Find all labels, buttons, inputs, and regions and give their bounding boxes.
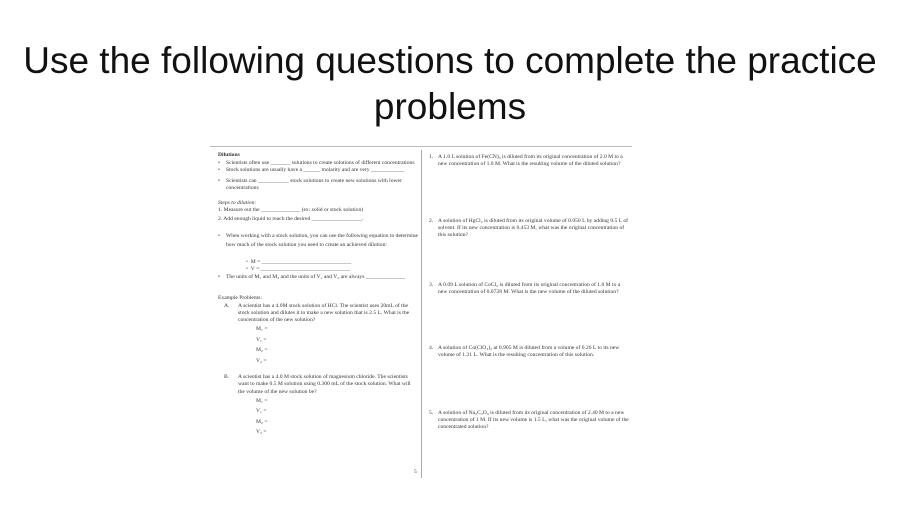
top-rule	[210, 146, 632, 147]
question-1: 1. A 1.0 L solution of Fe(CN)₃ is diluted from its original concentration of 2.0 M to a new concentration of 1.0 M. What is the resulting volume of the diluted solution?	[429, 154, 623, 168]
column-divider	[421, 150, 422, 478]
bullet-icon: •	[218, 274, 220, 281]
worksheet-image	[210, 146, 634, 478]
question-4: 4. A solution of Co(ClO₃)₂ at 0.905 M is diluted from a volume of 0.26 L to its new volume of 1.31 L. What is the resulting concentration of this solution.	[429, 345, 620, 359]
question-5: 5. A solution of Na₂C₂O₄ is diluted from its original concentration of 2.40 M to a new concentration of 1 M. If its new volume is 1.5 L, what was the original volume of the concentrated solution?	[429, 410, 629, 431]
bullet-item: • Stock solutions are usually have a ______ molarity and are very ____________	[218, 167, 405, 174]
example-b: B. A scientist has a 4.0 M stock solution of magnesium chloride. The scientists want to make 0.5 M solution using 0.300 mL of the stock solution. What will the volume of the new solution be?	[224, 374, 411, 395]
bullet-item: • The units of M₁ and M₂ and the units of V₁ and V₂ are always ______________	[218, 274, 405, 281]
step-item: 2. Add enough liquid to reach the desired __________________.	[218, 216, 364, 223]
question-3: 3. A 0.09 L solution of CoCl₂ is diluted from its original concentration of 1.0 M to a new concentration of 0.0728 M. What is the new volume of the diluted solution?	[429, 282, 621, 296]
bullet-item: • When working with a stock solution, you can use the following equation to determine how much of the stock solution you need to create an achieved dilution:	[218, 232, 418, 251]
bullet-icon: ▫	[246, 258, 251, 265]
equation-line: ▫ M = ________________________________	[246, 258, 352, 265]
dilutions-heading: Dilutions	[218, 152, 240, 158]
left-column	[218, 152, 418, 438]
steps-heading: Steps to dilution:	[218, 200, 257, 207]
examples-heading: Example Problems:	[218, 295, 262, 302]
bullet-icon: •	[218, 232, 220, 239]
bullet-icon: ▫	[246, 266, 251, 273]
step-item: 1. Measure out the ______________ (ex: solid or stock solution)	[218, 207, 364, 214]
example-a-vars: M₁ = V₁ = M₂ = V₂ =	[256, 326, 268, 364]
bullet-item: • Scientists often use _______ solutions to create solutions of different concentrations	[218, 160, 415, 167]
bullet-icon: •	[218, 167, 220, 174]
question-2: 2. A solution of HgCl₂ is diluted from its original volume of 0.050 L by adding 0.5 L of solvent. If its new concentration is 0.453 M, what was the original concentration of this solution?	[429, 218, 628, 239]
bullet-icon: •	[218, 177, 220, 184]
example-b-vars: M₁ = V₁ = M₂ = V₂ =	[256, 397, 268, 436]
slide-title: Use the following questions to complete the practice problems	[23, 40, 877, 127]
page-number: 5	[414, 469, 417, 475]
example-a: A. A scientist has a 4.0M stock solution of HCl. The scientist uses 20mL of the stock solution and dilutes it to make a new solution that is 2.5 L. What is the concentration of the new solution?	[224, 302, 410, 324]
bullet-item: • Scientists can ___________ stock solutions to create new solutions with lower concentrations	[218, 177, 402, 191]
bullet-icon: •	[218, 160, 220, 167]
equation-line: ▫ V = ________________________________	[246, 266, 351, 273]
